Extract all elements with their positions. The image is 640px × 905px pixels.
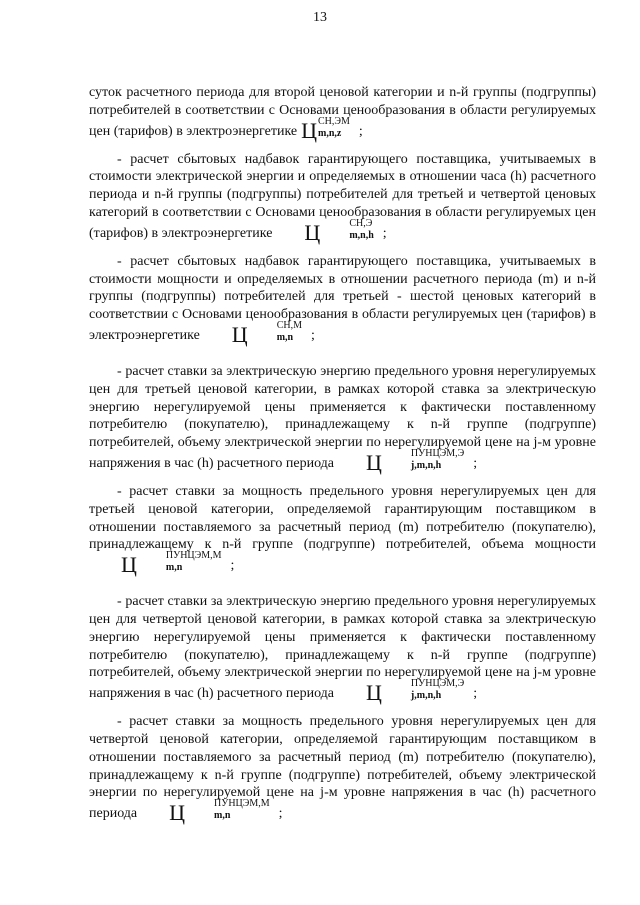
symbol-superscript: ПУНЦЭМ,Э xyxy=(410,678,465,690)
symbol-subscript: m,n xyxy=(165,562,183,574)
symbol-superscript: ПУНЦЭМ,М xyxy=(214,798,270,810)
paragraph-4 xyxy=(89,363,596,474)
paragraph-6 xyxy=(89,593,596,704)
symbol-superscript: СН,Э xyxy=(349,217,373,229)
symbol-base: Ц xyxy=(366,680,382,706)
paragraph-end: ; xyxy=(230,558,235,574)
paragraph-end: ; xyxy=(382,225,387,241)
symbol-subscript: m,n xyxy=(214,810,231,822)
tariff-symbol xyxy=(204,319,302,347)
paragraph-text: - расчет сбытовых надбавок гарантирующего поставщика, учитываемых в стоимости электрической энергии и определяемых в отношении часа (h) расчетного периода и n-й группы (подгруппы) потребителей для третьей и четвертой ценовых категорий в соответствии с Основами ценообразования в области регулируемых цен (тарифов) в электроэнергетике xyxy=(89,151,596,241)
tariff-symbol xyxy=(338,447,465,475)
tariff-symbol xyxy=(141,798,270,826)
paragraph-text: суток расчетного периода для второй ценовой категории и n-й группы (подгруппы) потребителей в соответствии с Основами ценообразования в области регулируемых цен (тарифов) в электроэнергетике xyxy=(89,85,596,139)
paragraph-end: ; xyxy=(473,686,478,702)
paragraph-text: - расчет ставки за электрическую энергию предельного уровня нерегулируемых цен для третьей ценовой категории, в рамках которой ставка за электрическую энергию нерегулируемой цены применяется к фактически поставленному потребителю (покупателю), принадлежащему к n-й группе (подгруппе) потребителей, объему электрической энергии по нерегулируемой цене на j-м уровне напряжения в час (h) расчетного периода xyxy=(89,363,596,471)
paragraph-5 xyxy=(89,483,596,576)
paragraph-text: - расчет ставки за мощность предельного уровня нерегулируемых цен для третьей ценовой категории, определяемой гарантирующим поставщиком в отношении поставляемого за расчетный период (m) потребителю (покупателю), принадлежащему к n-й группе (подгруппе) потребителей, объема мощности xyxy=(89,483,596,553)
paragraph-end: ; xyxy=(278,806,283,822)
symbol-subscript: m,n,h xyxy=(349,229,374,241)
symbol-superscript: ПУНЦЭМ,М xyxy=(165,550,222,562)
symbol-superscript: СН,М xyxy=(276,319,302,331)
tariff-symbol xyxy=(276,217,374,245)
symbol-base: Ц xyxy=(121,552,137,578)
symbol-subscript: j,m,n,h xyxy=(410,690,442,702)
paragraph-text: - расчет ставки за мощность предельного уровня нерегулируемых цен для четвертой ценовой категории, определяемой гарантирующим поставщиком в отношении поставляемого за расчетный период (m) потребителю (покупателю), принадлежащему к n-й группе (подгруппе) потребителей, объему электрической энергии по нерегулируемой цене на j-м уровне напряжения в час (h) расчетного периода xyxy=(89,714,596,822)
tariff-symbol xyxy=(93,550,222,578)
paragraph-text: - расчет сбытовых надбавок гарантирующего поставщика, учитываемых в стоимости мощности и определяемых в отношении расчетного периода (m) и n-й группы (подгруппы) потребителей для третьей - шестой ценовых категорий в соответствии с Основами ценообразования в области регулируемых цен (тарифов) в электроэнергетике xyxy=(89,253,596,343)
symbol-base: Ц xyxy=(301,117,317,143)
symbol-base: Ц xyxy=(169,800,186,826)
page-number: 13 xyxy=(313,10,327,25)
paragraph-end: ; xyxy=(358,123,363,139)
symbol-superscript: СН,ЭМ xyxy=(318,115,350,127)
symbol-subscript: j,m,n,h xyxy=(410,459,442,471)
tariff-symbol xyxy=(338,678,465,706)
symbol-subscript: m,n,z xyxy=(318,127,342,139)
symbol-subscript: m,n xyxy=(276,331,294,343)
tariff-symbol xyxy=(301,115,350,143)
symbol-base: Ц xyxy=(231,321,248,347)
paragraph-1 xyxy=(89,84,596,142)
paragraph-3 xyxy=(89,253,596,346)
symbol-base: Ц xyxy=(304,219,321,245)
paragraph-end: ; xyxy=(310,327,315,343)
paragraph-end: ; xyxy=(473,455,478,471)
paragraph-2 xyxy=(89,151,596,244)
document-body xyxy=(89,84,596,824)
symbol-base: Ц xyxy=(366,449,382,475)
paragraph-7 xyxy=(89,713,596,824)
paragraph-text: - расчет ставки за электрическую энергию предельного уровня нерегулируемых цен для четвертой ценовой категории, в рамках которой ставка за электрическую энергию нерегулируемой цены применяется к фактически поставленному потребителю (покупателю), принадлежащему к n-й группе (подгруппе) потребителей, объему электрической энергии по нерегулируемой цене на j-м уровне напряжения в час (h) расчетного периода xyxy=(89,594,596,702)
symbol-superscript: ПУНЦЭМ,Э xyxy=(410,447,465,459)
